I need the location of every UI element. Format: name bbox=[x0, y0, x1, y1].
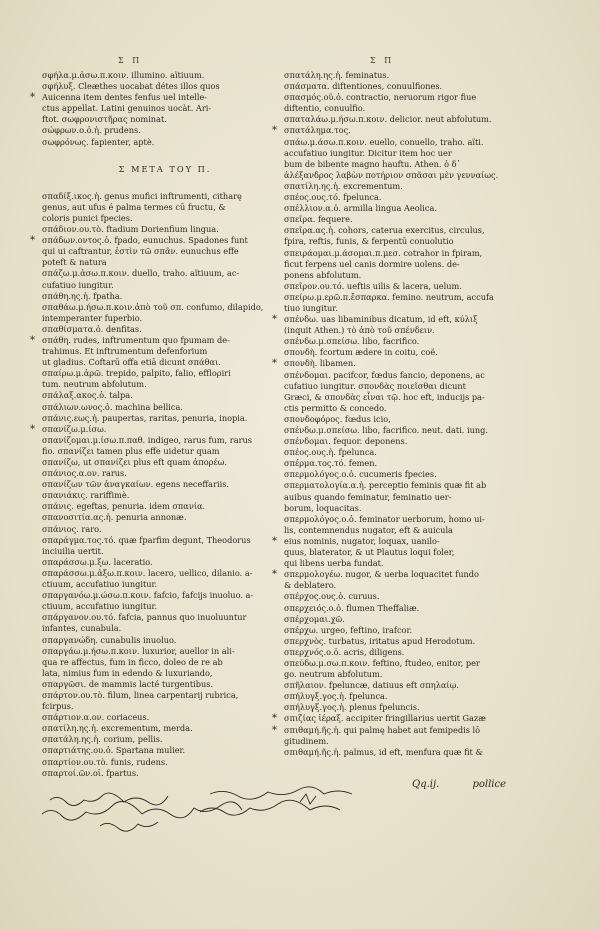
entry-text: σπερματολογία.α.ἡ. perceptio feminis quæ fit ab bbox=[284, 480, 487, 491]
entry-text: σπαράσσω.μ.ξω. laceratio. bbox=[42, 556, 153, 567]
asterisk-marker-icon: * bbox=[30, 92, 35, 104]
dictionary-entry bbox=[30, 424, 300, 435]
dictionary-entry bbox=[30, 623, 300, 634]
asterisk-marker-icon: * bbox=[30, 235, 35, 247]
entry-text: σπατάλημα.τος. bbox=[284, 125, 351, 136]
entry-text: σπανιάκις. rariffimè. bbox=[42, 490, 130, 501]
entry-text: σπάλιων.ωνος.ὁ. machina bellica. bbox=[42, 401, 183, 412]
asterisk-marker-icon: * bbox=[272, 724, 277, 736]
left-column bbox=[30, 70, 300, 779]
entry-text: σπάθη.ης.ἡ. fpatha. bbox=[42, 290, 123, 301]
entry-text: accufatiuo iungitur. Dicitur item hoc uer bbox=[284, 147, 452, 158]
entry-text: ftot. σωφρονιστῆρας nominat. bbox=[42, 114, 167, 125]
entry-text: poteft & natura bbox=[42, 257, 107, 268]
dictionary-entry bbox=[30, 313, 300, 324]
entry-text: cufatiuo iungitur. bbox=[42, 279, 114, 290]
entry-text: inciuilia uertit. bbox=[42, 545, 104, 556]
entry-text: coloris punici fpecies. bbox=[42, 212, 133, 223]
entry-text: σώφρων.ο.ὁ.ἡ. prudens. bbox=[42, 125, 141, 136]
dictionary-entry bbox=[272, 214, 577, 225]
dictionary-entry bbox=[30, 457, 300, 468]
dictionary-entry bbox=[30, 468, 300, 479]
dictionary-entry bbox=[30, 701, 300, 712]
entry-text: σπιθαμή.ῆς.ἡ. qui palmę habet aut femipedis lō bbox=[284, 724, 481, 735]
entry-text: σπαρτοί.ῶν.οἱ. fpartus. bbox=[42, 767, 139, 778]
entry-text: σπένδομαι. fequor. deponens. bbox=[284, 436, 408, 447]
dictionary-entry bbox=[272, 536, 577, 547]
entry-text: σπανίζω, ut σπανίζει plus eft quam ἀπορέω. bbox=[42, 457, 227, 467]
dictionary-entry bbox=[272, 325, 577, 336]
dictionary-entry bbox=[272, 636, 577, 647]
dictionary-entry bbox=[30, 268, 300, 279]
dictionary-entry bbox=[272, 736, 577, 747]
dictionary-entry bbox=[30, 346, 300, 357]
dictionary-entry bbox=[30, 125, 300, 136]
entry-text: quus, blaterator, & ut Plautus loqui foler, bbox=[284, 547, 455, 558]
entry-text: σπάνιος.α.ον. rarus. bbox=[42, 468, 127, 479]
entry-text: σπάσματα. diftentiones, conuulfiones. bbox=[284, 81, 443, 92]
entry-text: σπαράγμα.τος.τό. quæ fparfim degunt, Theodorus bbox=[42, 534, 251, 545]
entry-text: σπατάλη.ης.ἡ. feminatus. bbox=[284, 70, 390, 80]
dictionary-entry bbox=[272, 436, 577, 447]
dictionary-entry bbox=[30, 202, 300, 213]
entry-text: σπατάλη.ης.ἡ. corium, pellis. bbox=[42, 734, 163, 745]
entry-text: fcirpus. bbox=[42, 701, 74, 712]
dictionary-entry bbox=[272, 591, 577, 602]
entry-text: σπάω.μ.άσω.π.κοιν. euello, conuello, traho. aïti. bbox=[284, 136, 484, 147]
entry-text: ficut ferpens uel canis dormire uolens. de- bbox=[284, 258, 460, 269]
entry-text: σπεῖρα. fequere. bbox=[284, 214, 353, 225]
entry-text: σπαργανώδη. cunabulis inuoluo. bbox=[42, 634, 177, 645]
dictionary-entry bbox=[30, 535, 300, 546]
dictionary-entry bbox=[272, 658, 577, 669]
dictionary-entry bbox=[30, 646, 300, 657]
dictionary-entry bbox=[30, 501, 300, 512]
dictionary-entry bbox=[30, 579, 300, 590]
dictionary-entry bbox=[30, 302, 300, 313]
entry-text: σπείρω.μ.ερῶ.π.ἔσπαρκα. femino. neutrum, accufa bbox=[284, 291, 494, 302]
entry-text: go. neutrum abfolutum. bbox=[284, 669, 383, 680]
entry-text: σπερχνὸς. turbatus, iritatus apud Herodotum. bbox=[284, 635, 476, 646]
entry-text: ctiuum, accufatiuo iungitur. bbox=[42, 601, 158, 612]
dictionary-entry bbox=[30, 103, 300, 114]
entry-text: σπονδὴ. libamen. bbox=[284, 358, 356, 369]
dictionary-entry bbox=[272, 514, 577, 525]
entry-text: σπέρχω. urgeo, feftino, irafcor. bbox=[284, 624, 413, 635]
entry-text: (inquit Athen.) τὸ ἀπὸ τοῦ σπένδειν. bbox=[284, 325, 435, 336]
entry-text: σπαργῶσι. de mammis lacté turgentibus. bbox=[42, 678, 214, 689]
entry-text: ut gladius. Coftarū offa etiā dicunt σπάθαι. bbox=[42, 357, 221, 368]
dictionary-entry bbox=[272, 747, 577, 758]
dictionary-entry bbox=[272, 347, 577, 358]
dictionary-entry bbox=[272, 425, 577, 436]
dictionary-entry bbox=[272, 525, 577, 536]
dictionary-entry bbox=[272, 259, 577, 270]
dictionary-entry bbox=[272, 691, 577, 702]
dictionary-entry bbox=[30, 679, 300, 690]
dictionary-entry bbox=[30, 246, 300, 257]
asterisk-marker-icon: * bbox=[272, 535, 277, 547]
dictionary-entry bbox=[30, 191, 300, 202]
dictionary-entry bbox=[272, 503, 577, 514]
dictionary-entry bbox=[272, 713, 577, 724]
dictionary-entry bbox=[272, 270, 577, 281]
entry-text: σπιθαμή.ῆς.ἡ. palmus, id eft, menfura quæ fit & bbox=[284, 746, 483, 757]
asterisk-marker-icon: * bbox=[30, 334, 35, 346]
entry-text: σπατίλη.ης.ἡ. excrementum, merda. bbox=[42, 723, 193, 734]
asterisk-marker-icon: * bbox=[272, 569, 277, 581]
entry-text: σπήλυγξ.γος.ἡ. plenus fpeluncis. bbox=[284, 702, 420, 713]
entry-text: lata, nimius fum in edendo & luxuriando, bbox=[42, 667, 213, 678]
dictionary-entry bbox=[30, 490, 300, 501]
dictionary-entry bbox=[30, 601, 300, 612]
entry-text: intemperanter fuperbio. bbox=[42, 312, 143, 323]
entry-text: σπάζω.μ.ἀσω.π.κοιν. duello, traho. aïtiuum, ac- bbox=[42, 268, 240, 279]
dictionary-entry bbox=[30, 224, 300, 235]
entry-text: σπεῖρον.ου.τό. ueftis uilis & lacera, uelum. bbox=[284, 280, 462, 291]
entry-text: lis, contemnendus nugator, eft & auicula bbox=[284, 524, 453, 535]
dictionary-entry bbox=[30, 280, 300, 291]
page-header-right: Σ Π bbox=[370, 56, 395, 65]
dictionary-entry bbox=[272, 492, 577, 503]
entry-text: σπαθίσματα.ὁ. denfitas. bbox=[42, 323, 142, 334]
dictionary-entry bbox=[272, 547, 577, 558]
dictionary-entry bbox=[30, 402, 300, 413]
dictionary-entry bbox=[30, 524, 300, 535]
entry-text: σπαργάω.μ.ήσω.π.κοιν. luxurior, auellor in ali- bbox=[42, 645, 235, 656]
dictionary-entry bbox=[30, 257, 300, 268]
entry-text: σπονδὴ. fcortum ædere in coitu, coë. bbox=[284, 347, 438, 358]
entry-text: σπήλυγξ.γος.ἡ. fpelunca. bbox=[284, 691, 388, 702]
dictionary-entry bbox=[272, 680, 577, 691]
entry-text: σπαταλάω.μ.ήσω.π.κοιν. delicior. neut abfolutum. bbox=[284, 114, 492, 125]
dictionary-entry bbox=[30, 213, 300, 224]
dictionary-entry bbox=[30, 546, 300, 557]
dictionary-entry bbox=[30, 413, 300, 424]
entry-text: tiuo iungitur. bbox=[284, 302, 338, 313]
entry-text: σπανίζομαι.μ.ίσω.π.παθ. indigeo, rarus fum, rarus bbox=[42, 434, 252, 445]
dictionary-entry bbox=[272, 336, 577, 347]
dictionary-entry bbox=[30, 435, 300, 446]
entry-text: σπερμολογέω. nugor, & uerba loquacitet fundo bbox=[284, 569, 479, 580]
entry-text: cufatiuo iungitur. σπονδὰς ποιεῖσθαι dicunt bbox=[284, 380, 466, 391]
entry-text: σπαδίξ.ικος.ἡ. genus mufici inftrumenti, citharę bbox=[42, 190, 242, 201]
asterisk-marker-icon: * bbox=[272, 314, 277, 326]
entry-text: eius nominis, nugator, loquax, uanilo- bbox=[284, 535, 440, 546]
dictionary-entry bbox=[272, 203, 577, 214]
dictionary-entry bbox=[272, 381, 577, 392]
entry-text: σπέλλιον.α.ὁ. armilla lingua Aeolica. bbox=[284, 203, 437, 214]
dictionary-entry bbox=[30, 635, 300, 646]
entry-text: σπεῖρα.ας.ἡ. cohors, caterua exercitus, circulus, bbox=[284, 225, 485, 236]
dictionary-entry bbox=[272, 603, 577, 614]
dictionary-entry bbox=[272, 647, 577, 658]
dictionary-entry bbox=[30, 379, 300, 390]
dictionary-entry bbox=[30, 368, 300, 379]
entry-text: tum. neutrum abfolutum. bbox=[42, 379, 147, 390]
entry-text: σπασμός.οῦ.ὁ. contractio, neruorum rigor fiue bbox=[284, 92, 477, 103]
entry-text: σπέρχος.ους.ὁ. curuus. bbox=[284, 591, 380, 602]
entry-text: σπέρχομαι.χῶ. bbox=[284, 613, 345, 624]
handwritten-note: pollice bbox=[472, 779, 506, 790]
dictionary-entry bbox=[272, 403, 577, 414]
entry-text: σπάρτον.ου.τὸ. filum, linea carpentarij rubrica, bbox=[42, 689, 239, 700]
entry-text: σπένδω.μ.σπείσω. libo, facrifico. neut. dati. iung. bbox=[284, 425, 489, 435]
dictionary-entry bbox=[272, 148, 577, 159]
entry-text: σπένδομαι. pacifcor, fœdus fancio, deponens, ac bbox=[284, 369, 485, 380]
dictionary-entry bbox=[272, 580, 577, 591]
signature-mark bbox=[412, 779, 506, 790]
dictionary-entry bbox=[272, 225, 577, 236]
dictionary-entry bbox=[272, 558, 577, 569]
dictionary-entry bbox=[30, 81, 300, 92]
dictionary-entry bbox=[272, 469, 577, 480]
entry-text: σπάνις. egeftas, penuria. idem σπανία. bbox=[42, 501, 206, 512]
dictionary-entry bbox=[30, 557, 300, 568]
dictionary-entry bbox=[30, 390, 300, 401]
dictionary-entry bbox=[272, 170, 577, 181]
entry-text: σπέρμα.τος.τό. femen. bbox=[284, 458, 378, 469]
dictionary-entry bbox=[30, 114, 300, 125]
entry-text: σφήλυξ. Cleæthes uocabat détes illos quos bbox=[42, 81, 220, 92]
dictionary-entry bbox=[30, 335, 300, 346]
entry-text: σπαργανόω.μ.ώσω.π.κοιν. fafcio, fafcijs inuoluo. a- bbox=[42, 590, 254, 601]
dictionary-entry bbox=[272, 314, 577, 325]
entry-text: σωφρόνως. fapienter, aptè. bbox=[42, 136, 155, 147]
dictionary-entry bbox=[30, 235, 300, 246]
entry-text: σπαρτιάτης.ου.ὁ. Spartana mulier. bbox=[42, 745, 186, 756]
entry-text: diftentio, conuulfio. bbox=[284, 103, 366, 114]
dictionary-entry bbox=[272, 447, 577, 458]
dictionary-entry bbox=[30, 568, 300, 579]
entry-text: σπερχειός.ο.ὁ. flumen Theffaliæ. bbox=[284, 602, 420, 613]
entry-text: σπένδω. uas libaminibus dicatum, id eft, κύλιξ bbox=[284, 314, 478, 325]
entry-text: infantes, cunabula. bbox=[42, 623, 122, 634]
entry-text: σπάδιον.ου.τὸ. ftadium Dorienfium lingua. bbox=[42, 224, 219, 235]
entry-text: σπάργανον.ου.τό. fafcia, pannus quo inuoluuntur bbox=[42, 612, 247, 623]
dictionary-entry bbox=[30, 291, 300, 302]
entry-text: & deblatero. bbox=[284, 580, 337, 591]
entry-text: σπανίζων τῶν ἀναγκαίων. egens neceffariis. bbox=[42, 479, 230, 490]
dictionary-entry bbox=[272, 103, 577, 114]
dictionary-entry bbox=[272, 458, 577, 469]
entry-text: σπανίζω.μ.ίσω. bbox=[42, 423, 107, 434]
entry-text: σπαίρω.μ.ἀρῶ. trepido, palpito, falio, effloρiri bbox=[42, 368, 231, 379]
dictionary-entry bbox=[272, 625, 577, 636]
entry-text: σπερμολόγος.ο.ὁ. feminator uerborum, homo ui- bbox=[284, 513, 485, 524]
dictionary-entry bbox=[272, 70, 577, 81]
entry-text: σπαθάω.μ.ήσω.π.κοιν.ἀπὸ τοῦ σπ. confumo, dilapido, bbox=[42, 301, 264, 312]
dictionary-entry bbox=[30, 137, 300, 148]
entry-text: σπεύδω.μ.σω.π.κοιν. feftino, ftudeo, enitor, per bbox=[284, 657, 480, 668]
entry-text: σπάνις.εως.ἡ. paupertas, raritas, penuria, inopia. bbox=[42, 412, 248, 423]
entry-text: σπανοσιτία.ας.ἡ. penuria annonæ. bbox=[42, 512, 187, 523]
dictionary-entry bbox=[30, 723, 300, 734]
dictionary-entry bbox=[272, 725, 577, 736]
dictionary-entry bbox=[272, 192, 577, 203]
dictionary-entry bbox=[30, 668, 300, 679]
dictionary-entry bbox=[272, 569, 577, 580]
entry-text: σπερμολόγος.ο.ὁ. cucumeris fpecies. bbox=[284, 469, 437, 480]
dictionary-entry bbox=[30, 357, 300, 368]
dictionary-entry bbox=[272, 358, 577, 369]
entry-text: ἀλέξανδρος λαβὼν ποτήριον σπᾶσαι μὲν γενναίως. bbox=[284, 169, 499, 180]
entry-text: σπονδοφόρος. fœdus icio, bbox=[284, 413, 391, 424]
dictionary-entry bbox=[272, 125, 577, 136]
entry-text: Græci, & σπονδὰς εἶναι τῷ. hoc eft, inducijs pa- bbox=[284, 391, 485, 402]
entry-text: σπαράσσω.μ.ἀξω.π.κοιν. lacero, uellico, dilanio. a- bbox=[42, 567, 253, 578]
entry-text: σπάθη. rudes, inftrumentum quo fpumam de- bbox=[42, 334, 230, 345]
entry-text: trahimus. Et inftrumentum defenforium bbox=[42, 346, 208, 357]
dictionary-entry bbox=[272, 137, 577, 148]
dictionary-entry bbox=[30, 734, 300, 745]
entry-text: ctus appellat. Latini genuinos uocàt. Ari- bbox=[42, 103, 212, 114]
entry-text: qui libens uerba fundat. bbox=[284, 558, 384, 569]
entry-text: σπάλαξ.ακος.ὁ. talpa. bbox=[42, 390, 133, 401]
entry-text: Auicenna item dentes fenfus uel intelle- bbox=[42, 92, 208, 103]
dictionary-entry bbox=[272, 370, 577, 381]
dictionary-entry bbox=[30, 745, 300, 756]
entry-text: genus, aut ufus é palma termes cū fructu, & bbox=[42, 201, 226, 212]
dictionary-entry bbox=[30, 657, 300, 668]
entry-text: bum de bibente magno hauftu. Athen. ὁ δ᾽ bbox=[284, 158, 461, 169]
page-header-left: Σ Π bbox=[118, 56, 143, 65]
dictionary-entry bbox=[272, 159, 577, 170]
dictionary-entry bbox=[30, 757, 300, 768]
entry-text: σπάρτιον.α.ον. coriaceus. bbox=[42, 712, 150, 723]
entry-text: σπειράομαι.μ.άσομαι.π.μεσ. cotrahor in fpiram, bbox=[284, 247, 483, 258]
signature-reference: Qq.ij. bbox=[412, 779, 440, 790]
dictionary-entry bbox=[30, 479, 300, 490]
dictionary-entry bbox=[30, 92, 300, 103]
entry-text: σπένδω.μ.σπείσω. libo, facrifico. bbox=[284, 336, 420, 347]
dictionary-entry bbox=[30, 512, 300, 523]
dictionary-entry bbox=[272, 236, 577, 247]
entry-text: qua re affectus, fum in ficco, doleo de re ab bbox=[42, 656, 223, 667]
entry-text: qui ui caftrantur, ἐστὶν τῶ σπᾶν. eunuchus effe bbox=[42, 246, 239, 257]
entry-text: σπάνιος. raro. bbox=[42, 523, 102, 534]
entry-text: fpira, reftis, funis, & ferpentū conuolutio bbox=[284, 236, 454, 247]
entry-text: ctiuum, accufatiuo iungitur. bbox=[42, 579, 158, 590]
dictionary-entry bbox=[30, 690, 300, 701]
entry-text: σπιζίας ἰέραξ. accipiter fringillarius uertit Gazæ bbox=[284, 713, 486, 724]
dictionary-entry bbox=[30, 590, 300, 601]
entry-text: auibus quando feminatur, feminatio uer- bbox=[284, 491, 452, 502]
dictionary-entry bbox=[30, 446, 300, 457]
dictionary-entry bbox=[272, 414, 577, 425]
dictionary-entry bbox=[272, 292, 577, 303]
dictionary-entry bbox=[272, 81, 577, 92]
dictionary-entry bbox=[272, 480, 577, 491]
entry-text: σπῆλαιον. fpeluncæ, datiuus eft σπηλαίῳ. bbox=[284, 680, 459, 691]
dictionary-entry bbox=[272, 702, 577, 713]
dictionary-entry bbox=[272, 114, 577, 125]
entry-text: borum, loquacitas. bbox=[284, 502, 362, 513]
entry-text: σπαρτίον.ου.τὸ. funis, rudens. bbox=[42, 756, 168, 767]
asterisk-marker-icon: * bbox=[30, 423, 35, 435]
asterisk-marker-icon: * bbox=[272, 125, 277, 137]
entry-text: ctis permitto & concedo. bbox=[284, 402, 387, 413]
dictionary-entry bbox=[30, 712, 300, 723]
section-heading bbox=[30, 164, 300, 175]
entry-text: σπάδων.οντος.ὁ. fpado, eunuchus. Spadones funt bbox=[42, 235, 248, 246]
dictionary-entry bbox=[272, 614, 577, 625]
dictionary-entry bbox=[272, 92, 577, 103]
right-column bbox=[272, 70, 577, 758]
entry-text: σπέος.ους.τό. fpelunca. bbox=[284, 192, 382, 203]
dictionary-entry bbox=[272, 392, 577, 403]
entry-text: ponens abfolutum. bbox=[284, 269, 362, 280]
entry-text: σπερχνός.ο.ὁ. acris, diligens. bbox=[284, 646, 405, 657]
dictionary-entry bbox=[272, 303, 577, 314]
dictionary-entry bbox=[272, 248, 577, 259]
asterisk-marker-icon: * bbox=[272, 358, 277, 370]
dictionary-entry bbox=[30, 70, 300, 81]
entry-text: σπατίλη.ης.ἡ. excrementum. bbox=[284, 180, 403, 191]
dictionary-entry bbox=[272, 281, 577, 292]
dictionary-entry bbox=[272, 181, 577, 192]
dictionary-entry bbox=[30, 612, 300, 623]
entry-text: σπέος.ους.ἡ. fpelunca. bbox=[284, 447, 377, 458]
entry-text: gitudinem. bbox=[284, 735, 329, 746]
dictionary-entry bbox=[272, 669, 577, 680]
entry-text: fio. σπανίζει tamen plus effe uidetur quam bbox=[42, 445, 220, 456]
entry-text: σφήλα.μ.ἀσω.π.κοιν. illumino. aïtiuum. bbox=[42, 70, 205, 80]
asterisk-marker-icon: * bbox=[272, 713, 277, 725]
entry-text: Σ ΜΕΤΑ ΤΟΥ Π. bbox=[118, 163, 212, 174]
dictionary-entry bbox=[30, 324, 300, 335]
